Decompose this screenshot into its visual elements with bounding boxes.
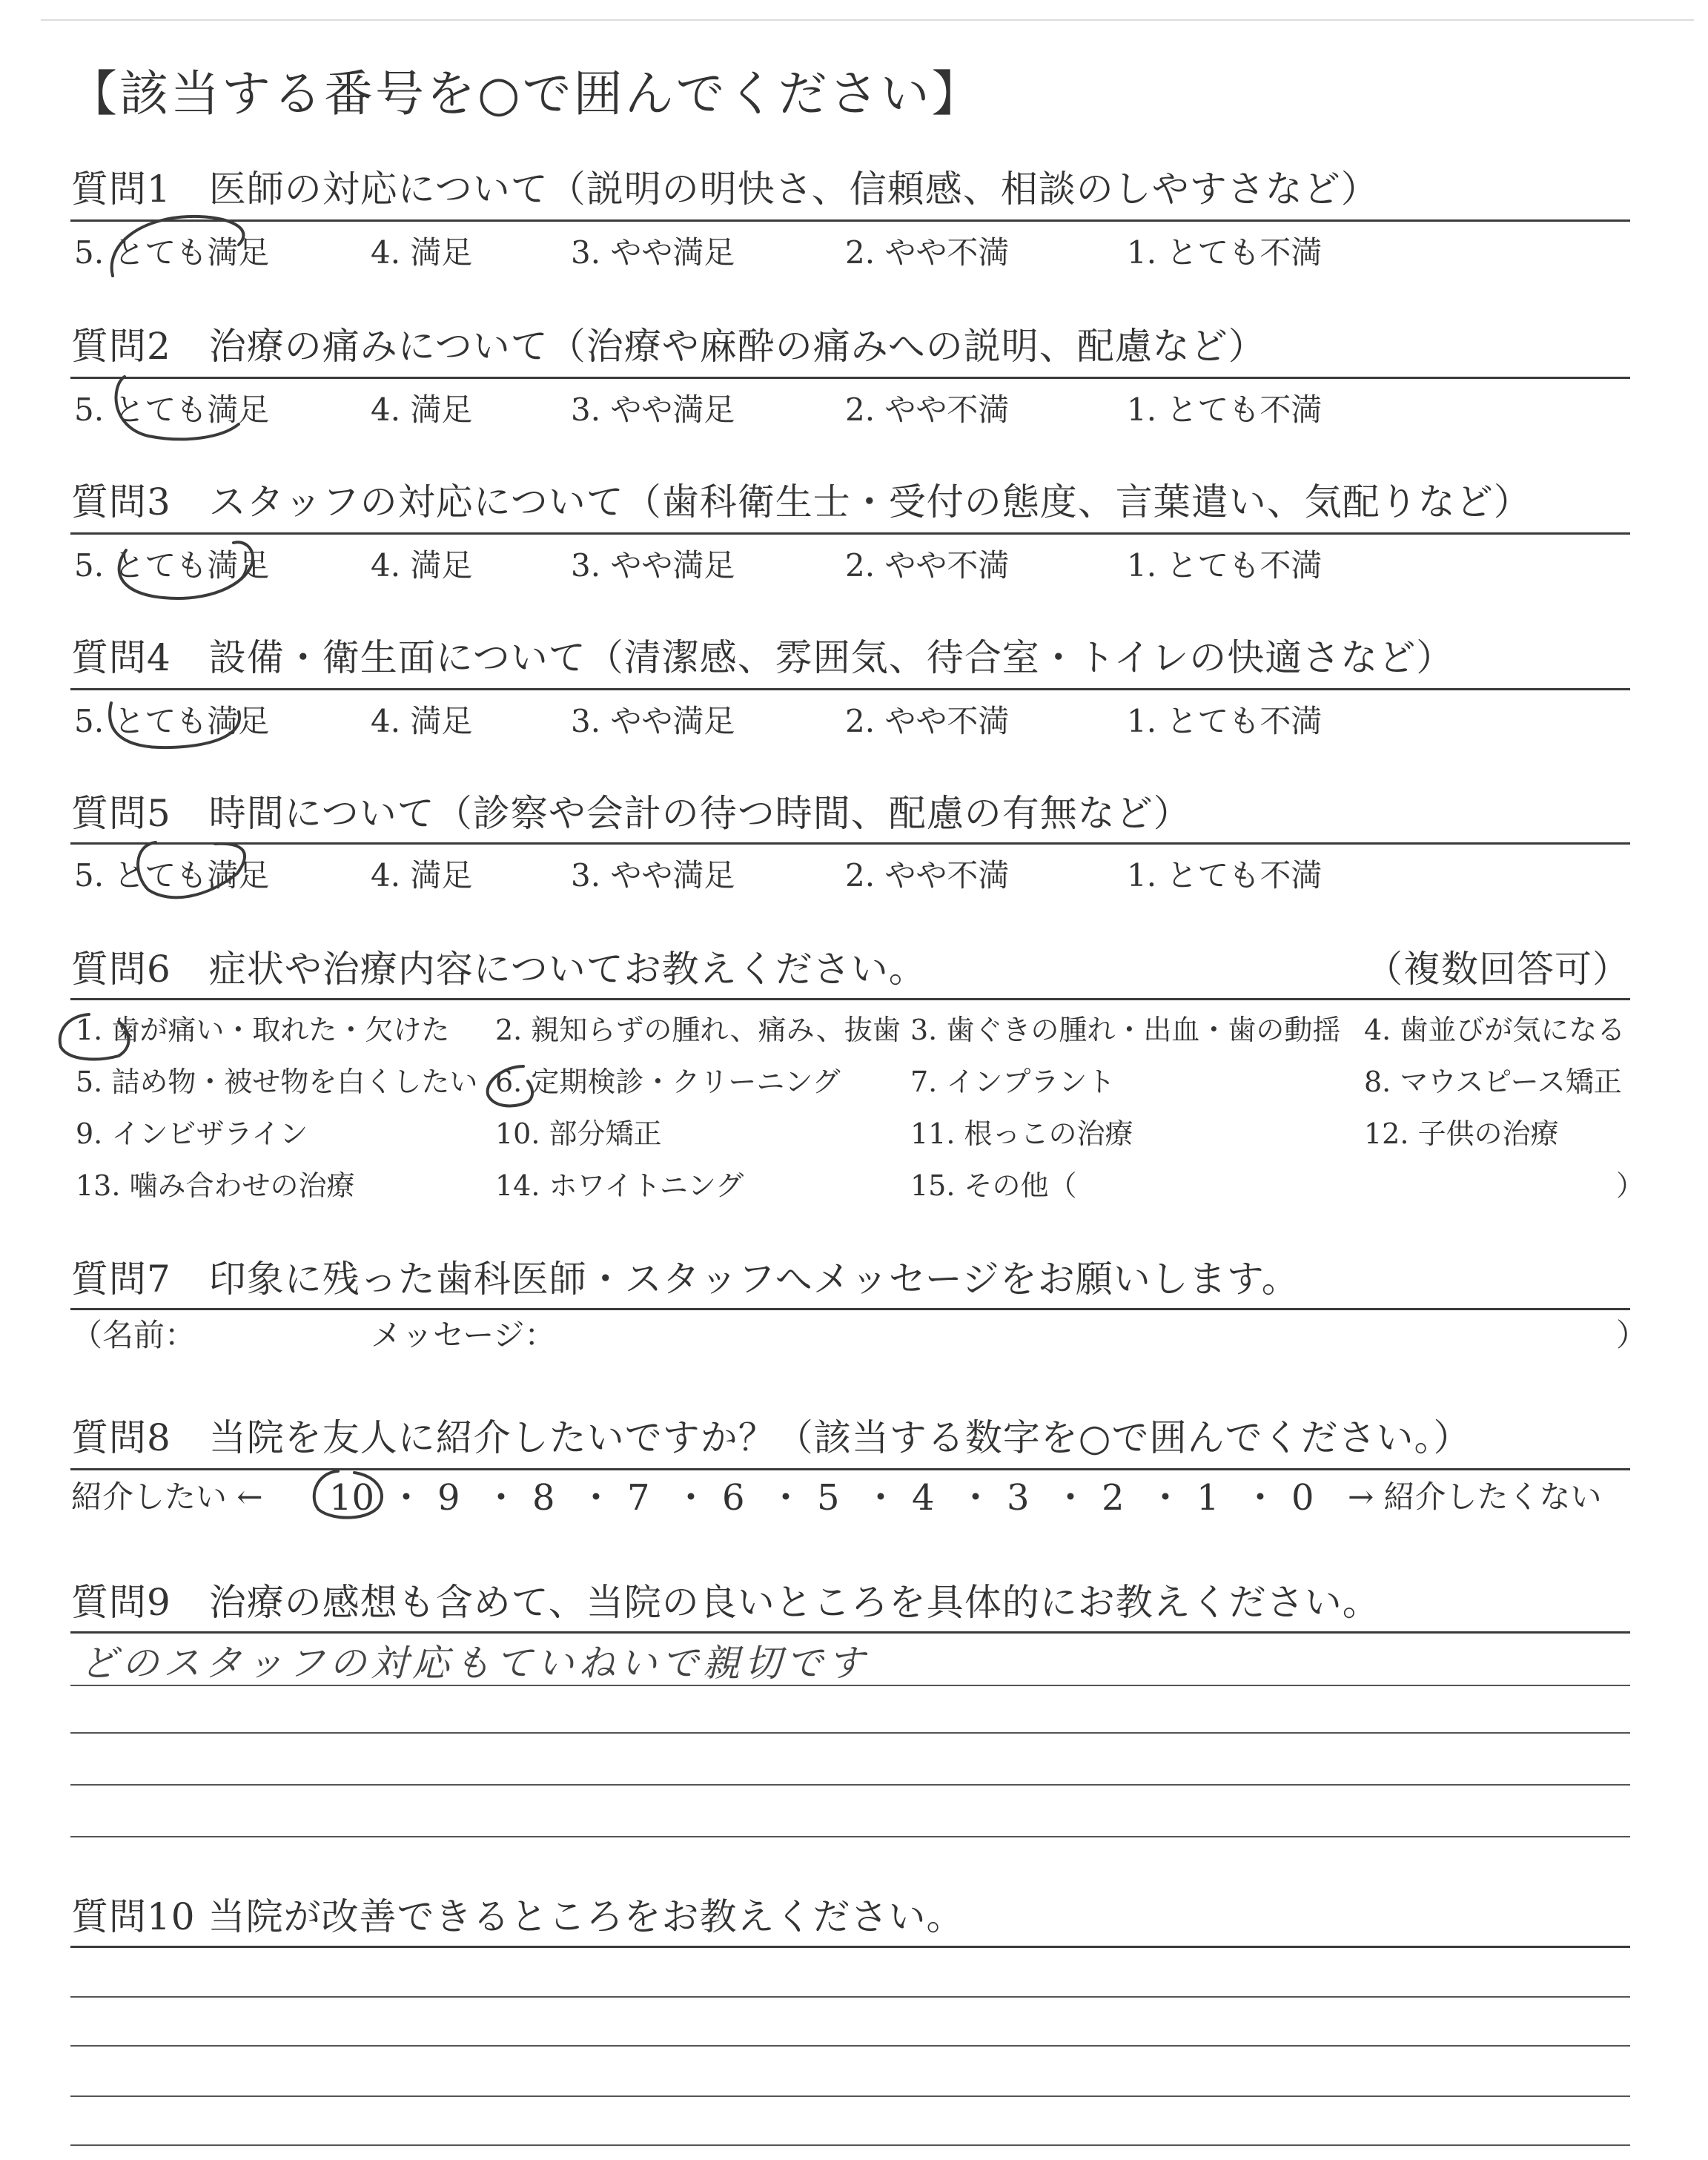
q8-score-1[interactable]: 1: [1196, 1477, 1219, 1519]
top-border: [41, 19, 1694, 21]
q8-separator: ・: [1148, 1477, 1184, 1519]
q2-option-4[interactable]: 4. 満足: [371, 392, 473, 428]
q8-separator: ・: [768, 1477, 804, 1519]
question-1-title: 質問1 医師の対応について（説明の明快さ、信頼感、相談のしやすさなど）: [71, 168, 1379, 211]
q8-score-5[interactable]: 5: [817, 1477, 840, 1519]
q5-option-5[interactable]: 5. とても満足: [74, 857, 270, 894]
question-10-title: 質問10 当院が改善できるところをお教えください。: [71, 1895, 964, 1938]
question-2-title: 質問2 治療の痛みについて（治療や麻酔の痛みへの説明、配慮など）: [71, 325, 1266, 368]
q9-answer-line[interactable]: [70, 1685, 1630, 1686]
page-heading: 【該当する番号を○で囲んでください】: [68, 65, 983, 122]
question-2-rule: [70, 377, 1630, 379]
q6-option-15[interactable]: 15. その他（: [910, 1169, 1077, 1202]
q4-option-4[interactable]: 4. 満足: [371, 703, 473, 739]
q2-option-5[interactable]: 5. とても満足: [74, 392, 270, 428]
q1-option-5[interactable]: 5. とても満足: [74, 234, 270, 271]
q6-other-close: ）: [1616, 1169, 1645, 1202]
q3-option-3[interactable]: 3. やや満足: [571, 547, 735, 584]
question-9-title: 質問9 治療の感想も含めて、当院の良いところを具体的にお教えください。: [71, 1581, 1380, 1624]
q8-separator: ・: [483, 1477, 520, 1519]
question-5-rule: [70, 842, 1630, 845]
q8-score-10[interactable]: 10: [329, 1477, 375, 1519]
q9-answer-line[interactable]: [70, 1836, 1630, 1837]
q6-option-1[interactable]: 1. 歯が痛い・取れた・欠けた: [76, 1014, 450, 1046]
q8-left-label: 紹介したい ←: [71, 1479, 263, 1515]
q2-option-2[interactable]: 2. やや不満: [845, 392, 1010, 428]
q8-separator: ・: [1053, 1477, 1089, 1519]
q10-answer-line[interactable]: [70, 1996, 1630, 1998]
q7-name-label: （名前：: [71, 1317, 196, 1353]
question-7-title: 質問7 印象に残った歯科医師・スタッフへメッセージをお願いします。: [71, 1258, 1300, 1301]
question-7-rule: [70, 1308, 1630, 1310]
q8-score-6[interactable]: 6: [722, 1477, 745, 1519]
q6-option-7[interactable]: 7. インプラント: [910, 1066, 1116, 1098]
q6-option-12[interactable]: 12. 子供の治療: [1364, 1117, 1559, 1150]
q4-option-5[interactable]: 5. とても満足: [74, 703, 270, 739]
q8-score-7[interactable]: 7: [627, 1477, 650, 1519]
q8-right-label: → 紹介したくない: [1348, 1479, 1602, 1515]
q8-separator: ・: [1242, 1477, 1279, 1519]
q8-separator: ・: [863, 1477, 899, 1519]
q1-option-4[interactable]: 4. 満足: [371, 234, 473, 271]
q6-option-8[interactable]: 8. マウスピース矯正: [1364, 1066, 1622, 1098]
question-6-title: 質問6 症状や治療内容についてお教えください。: [71, 948, 927, 991]
q3-option-4[interactable]: 4. 満足: [371, 547, 473, 584]
q6-option-4[interactable]: 4. 歯並びが気になる: [1364, 1014, 1626, 1046]
q7-message-label: メッセージ：: [371, 1317, 556, 1353]
question-3-rule: [70, 532, 1630, 535]
q2-option-1[interactable]: 1. とても不満: [1127, 392, 1323, 428]
q6-option-3[interactable]: 3. 歯ぐきの腫れ・出血・歯の動揺: [910, 1014, 1341, 1046]
q5-option-1[interactable]: 1. とても不満: [1127, 857, 1323, 894]
q8-score-3[interactable]: 3: [1007, 1477, 1030, 1519]
q3-option-1[interactable]: 1. とても不満: [1127, 547, 1323, 584]
q8-separator: ・: [958, 1477, 994, 1519]
q4-option-3[interactable]: 3. やや満足: [571, 703, 735, 739]
q1-option-3[interactable]: 3. やや満足: [571, 234, 735, 271]
question-9-rule: [70, 1631, 1630, 1634]
q8-score-9[interactable]: 9: [437, 1477, 460, 1519]
q3-option-5[interactable]: 5. とても満足: [74, 547, 270, 584]
q4-option-2[interactable]: 2. やや不満: [845, 703, 1010, 739]
q6-option-14[interactable]: 14. ホワイトニング: [495, 1169, 744, 1202]
q8-separator: ・: [673, 1477, 709, 1519]
q5-option-2[interactable]: 2. やや不満: [845, 857, 1010, 894]
q6-option-13[interactable]: 13. 噛み合わせの治療: [76, 1169, 355, 1202]
question-8-title: 質問8 当院を友人に紹介したいですか？（該当する数字を○で囲んでください。）: [71, 1416, 1472, 1459]
q6-option-5[interactable]: 5. 詰め物・被せ物を白くしたい: [76, 1066, 478, 1098]
question-8-rule: [70, 1468, 1630, 1470]
q10-answer-line[interactable]: [70, 2045, 1630, 2047]
q9-answer-line[interactable]: [70, 1732, 1630, 1734]
q8-score-8[interactable]: 8: [532, 1477, 555, 1519]
q8-separator: ・: [388, 1477, 425, 1519]
q6-option-6[interactable]: 6. 定期検診・クリーニング: [495, 1066, 841, 1098]
q9-handwritten-answer: どのスタッフの対応もていねいで親切です: [80, 1642, 869, 1685]
q10-answer-line[interactable]: [70, 2095, 1630, 2097]
question-3-title: 質問3 スタッフの対応について（歯科衛生士・受付の態度、言葉遣い、気配りなど）: [71, 480, 1532, 524]
q5-option-3[interactable]: 3. やや満足: [571, 857, 735, 894]
q6-option-9[interactable]: 9. インビザライン: [76, 1117, 308, 1150]
q8-separator: ・: [578, 1477, 615, 1519]
question-5-title: 質問5 時間について（診察や会計の待つ時間、配慮の有無など）: [71, 792, 1191, 835]
q8-score-2[interactable]: 2: [1102, 1477, 1125, 1519]
q8-score-0[interactable]: 0: [1291, 1477, 1314, 1519]
q3-option-2[interactable]: 2. やや不満: [845, 547, 1010, 584]
question-4-rule: [70, 688, 1630, 690]
q8-score-4[interactable]: 4: [912, 1477, 935, 1519]
q1-option-1[interactable]: 1. とても不満: [1127, 234, 1323, 271]
q10-answer-line[interactable]: [70, 2144, 1630, 2146]
q6-option-11[interactable]: 11. 根っこの治療: [910, 1117, 1133, 1150]
question-4-title: 質問4 設備・衛生面について（清潔感、雰囲気、待合室・トイレの快適さなど）: [71, 636, 1454, 679]
question-10-rule: [70, 1946, 1630, 1948]
q5-option-4[interactable]: 4. 満足: [371, 857, 473, 894]
question-6-rule: [70, 998, 1630, 1000]
q1-option-2[interactable]: 2. やや不満: [845, 234, 1010, 271]
q4-option-1[interactable]: 1. とても不満: [1127, 703, 1323, 739]
q7-close: ）: [1616, 1317, 1648, 1353]
q6-option-2[interactable]: 2. 親知らずの腫れ、痛み、抜歯: [495, 1014, 901, 1046]
q9-answer-line[interactable]: [70, 1784, 1630, 1786]
question-1-rule: [70, 219, 1630, 222]
q2-option-3[interactable]: 3. やや満足: [571, 392, 735, 428]
question-6-note: （複数回答可）: [1366, 948, 1630, 991]
q6-option-10[interactable]: 10. 部分矯正: [495, 1117, 662, 1150]
